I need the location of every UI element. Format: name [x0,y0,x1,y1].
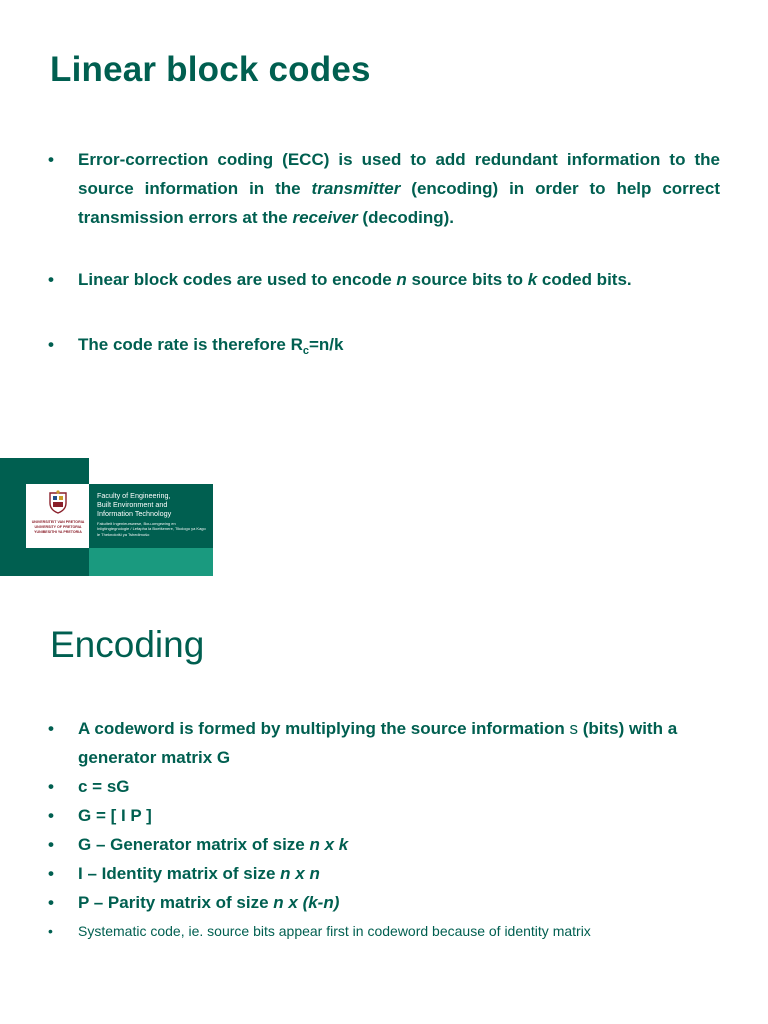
bullet-dot: • [48,150,54,169]
faculty-line: Information Technology [97,509,172,518]
bullet-linear-block [48,265,720,294]
bullet-dot: • [48,835,54,854]
bullet-text: Systematic code, ie. source bits appear first in codeword because of identity matrix [78,923,591,939]
bullet-generator [48,830,720,859]
bullet-ecc [48,145,720,232]
faculty-line: Faculty of Engineering, [97,491,171,500]
bullet-systematic [48,917,720,946]
bullet-code-rate [48,330,720,366]
bullet-dot: • [48,270,54,289]
bullet-text: The code rate is therefore R [78,335,303,354]
bullet-g-equals [48,801,720,830]
bullet-list [48,145,720,366]
bullet-list [48,714,720,946]
subscript: c [302,345,309,357]
university-logo [26,484,89,548]
bullet-text: Linear block codes are used to encode [78,270,397,289]
bullet-c-equals [48,772,720,801]
faculty-subtitle: Fakulteit Ingenieurswese, Bou-omgewing en Inligtingtegnologie / Lefapha la Boetšenere, Tikologo ya Kago le Theknolotši ya Tshedimošo [97,521,206,537]
bullet-text: Error-correction coding (ECC) is used to add redundant information to the source information in the [78,150,720,198]
bullet-emphasis: n x k [309,835,349,854]
bullet-emphasis: s [569,719,578,738]
slide-encoding [0,576,768,1024]
bullet-text: A codeword is formed by multiplying the source information [78,719,570,738]
bullet-dot: • [48,777,54,796]
bullet-emphasis: transmitter [311,179,401,198]
bullet-codeword [48,714,720,772]
faculty-line: Built Environment and [97,500,168,509]
crest-icon [48,490,68,514]
faculty-name [97,491,209,537]
bullet-text: G = [ I P ] [78,806,152,825]
bullet-emphasis: n [396,270,407,289]
bullet-text: I – Identity matrix of size [78,864,281,883]
slide-title: Encoding [50,624,205,665]
bullet-text: c = sG [78,777,130,796]
bullet-text: G – Generator matrix of size [78,835,310,854]
faculty-logo [26,484,213,548]
bullet-emphasis: receiver [292,208,358,227]
bullet-dot: • [48,923,53,939]
bullet-dot: • [48,893,54,912]
bullet-text: source bits to [406,270,528,289]
bullet-emphasis: n x (k-n) [273,893,340,912]
bullet-dot: • [48,806,54,825]
bullet-text: =n/k [308,335,344,354]
bullet-text: (bits) with a generator matrix G [78,719,678,767]
bullet-text: (encoding) in order to help correct transmission errors at the [78,179,720,227]
bullet-emphasis: n x n [280,864,320,883]
university-name: UNIVERSITEIT VAN PRETORIA UNIVERSITY OF PRETORIA YUNIBESITHI YA PRETORIA [31,520,85,534]
bullet-dot: • [48,864,54,883]
bullet-parity [48,888,720,917]
bullet-dot: • [48,719,54,738]
slide-title: Linear block codes [50,50,371,89]
bullet-text: coded bits. [537,270,632,289]
bullet-identity [48,859,720,888]
footer-band-light [89,548,213,576]
bullet-text: P – Parity matrix of size [78,893,274,912]
bullet-dot: • [48,335,54,354]
bullet-emphasis: k [527,270,538,289]
bullet-text: (decoding). [357,208,455,227]
